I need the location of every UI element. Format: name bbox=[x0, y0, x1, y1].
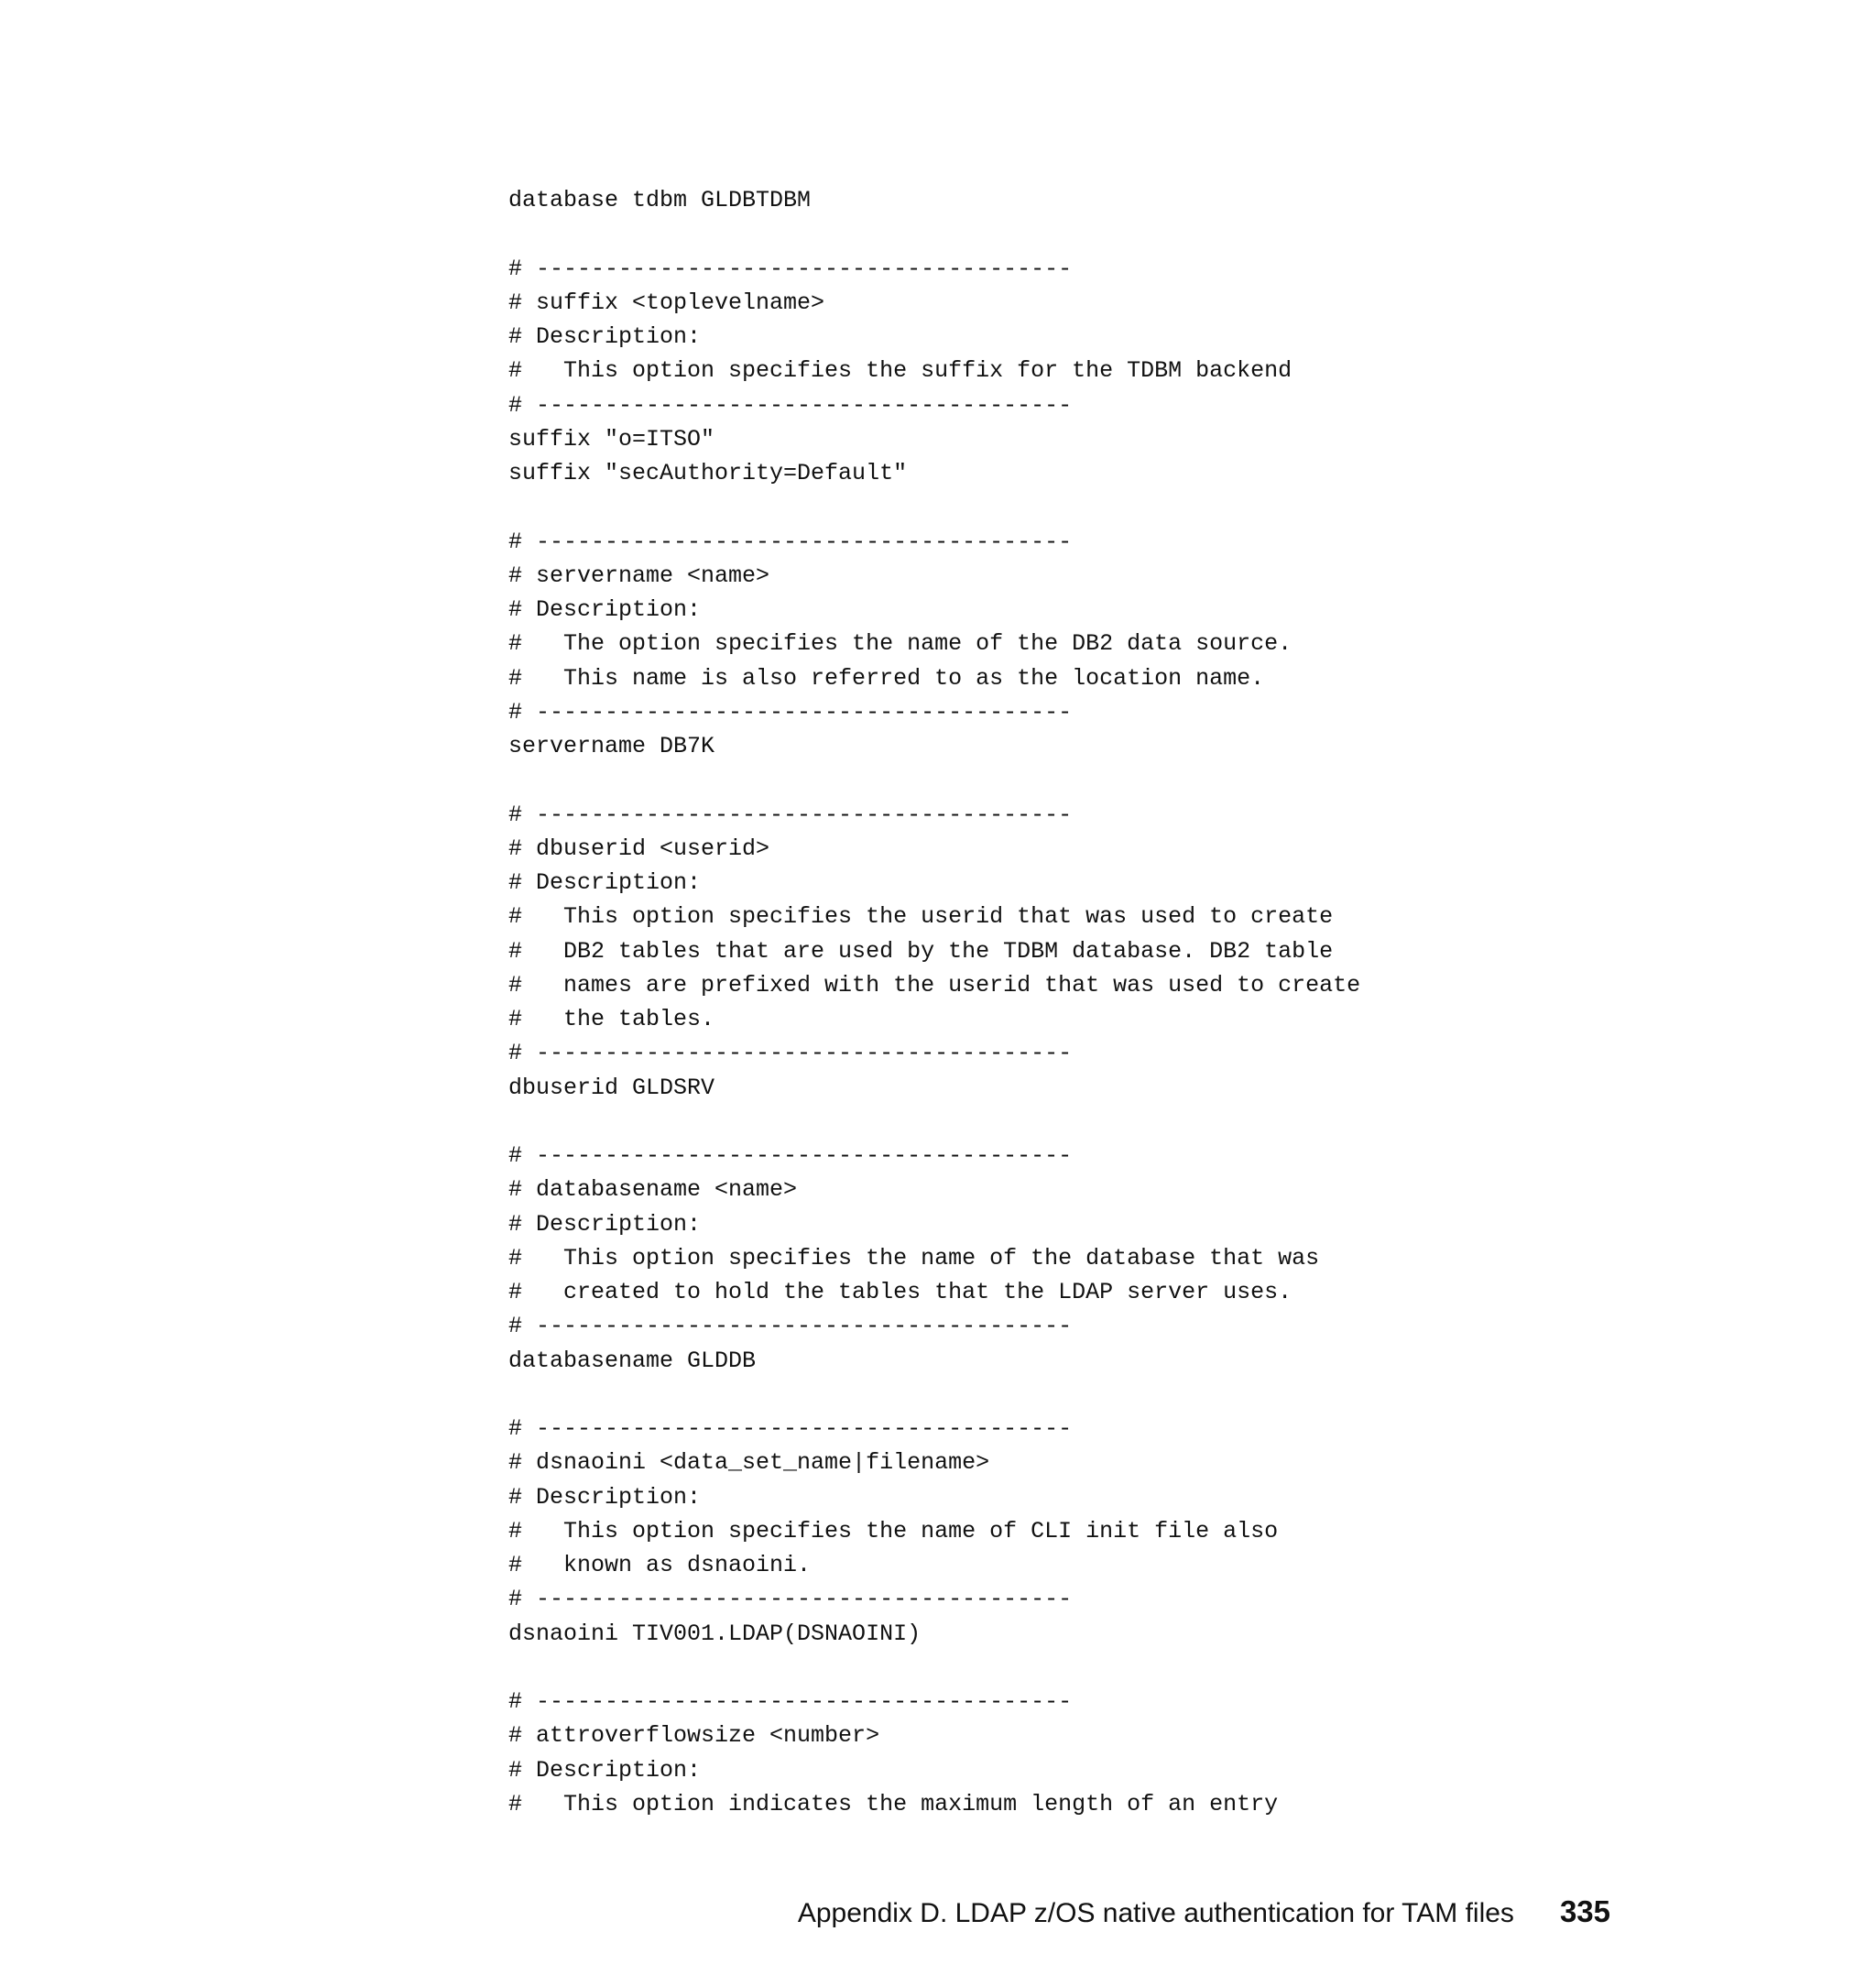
code-line: # --------------------------------------- bbox=[508, 1040, 1073, 1067]
code-line: # --------------------------------------- bbox=[508, 391, 1073, 419]
page-number: 335 bbox=[1559, 1894, 1610, 1928]
code-line: # --------------------------------------- bbox=[508, 1142, 1073, 1169]
code-line: # --------------------------------------- bbox=[508, 255, 1073, 282]
code-line bbox=[508, 217, 1608, 251]
code-line: # --------------------------------------- bbox=[508, 698, 1073, 726]
code-line: database tdbm GLDBTDBM bbox=[508, 187, 812, 213]
code-line bbox=[508, 763, 1608, 797]
code-line: suffix "o=ITSO" bbox=[508, 425, 715, 453]
code-line: # --------------------------------------- bbox=[508, 1313, 1073, 1340]
code-line: # suffix <toplevelname> bbox=[508, 289, 825, 316]
code-line: # known as dsnaoini. bbox=[508, 1552, 812, 1578]
code-line bbox=[508, 1651, 1608, 1685]
code-line: # dbuserid <userid> bbox=[508, 835, 770, 862]
code-line: dbuserid GLDSRV bbox=[508, 1074, 715, 1101]
footer-title: Appendix D. LDAP z/OS native authentication for TAM files bbox=[797, 1898, 1514, 1928]
code-line: servername DB7K bbox=[508, 733, 715, 759]
code-line: # This option specifies the name of the database that was bbox=[508, 1244, 1320, 1271]
code-line: # dsnaoini <data_set_name|filename> bbox=[508, 1449, 990, 1477]
code-line: # --------------------------------------- bbox=[508, 528, 1073, 555]
code-line: # --------------------------------------- bbox=[508, 1586, 1073, 1613]
code-line: # Description: bbox=[508, 1483, 702, 1511]
code-line: # DB2 tables that are used by the TDBM database. DB2 table bbox=[508, 937, 1334, 965]
code-line: # --------------------------------------- bbox=[508, 1688, 1073, 1715]
code-line: # databasename <name> bbox=[508, 1176, 798, 1204]
code-line: dsnaoini TIV001.LDAP(DSNAOINI) bbox=[508, 1620, 922, 1647]
code-line: # names are prefixed with the userid that was used to create bbox=[508, 971, 1361, 998]
code-line: suffix "secAuthority=Default" bbox=[508, 460, 908, 486]
code-line: # the tables. bbox=[508, 1006, 715, 1032]
code-line bbox=[508, 490, 1608, 524]
code-line: # This option specifies the suffix for the TDBM backend bbox=[508, 357, 1292, 385]
page-footer bbox=[798, 1894, 1610, 1929]
code-line: # Description: bbox=[508, 869, 702, 896]
code-line: # Description: bbox=[508, 1756, 702, 1784]
code-line: # This option specifies the userid that was used to create bbox=[508, 903, 1334, 931]
code-line: databasename GLDDB bbox=[508, 1347, 757, 1374]
code-line: # Description: bbox=[508, 323, 702, 350]
code-line: # This option indicates the maximum length of an entry bbox=[508, 1790, 1279, 1817]
code-listing bbox=[508, 183, 1608, 1821]
code-line: # created to hold the tables that the LDAP server uses. bbox=[508, 1279, 1292, 1305]
code-line: # attroverflowsize <number> bbox=[508, 1722, 880, 1750]
code-line: # --------------------------------------- bbox=[508, 1415, 1073, 1442]
code-line: # This option specifies the name of CLI init file also bbox=[508, 1517, 1279, 1544]
code-line bbox=[508, 1105, 1608, 1139]
code-line: # This name is also referred to as the location name. bbox=[508, 664, 1265, 692]
code-line: # servername <name> bbox=[508, 562, 770, 589]
code-line: # --------------------------------------- bbox=[508, 801, 1073, 828]
code-line: # The option specifies the name of the DB2 data source. bbox=[508, 630, 1292, 658]
code-line: # Description: bbox=[508, 596, 702, 623]
code-line bbox=[508, 1378, 1608, 1412]
code-line: # Description: bbox=[508, 1210, 702, 1238]
